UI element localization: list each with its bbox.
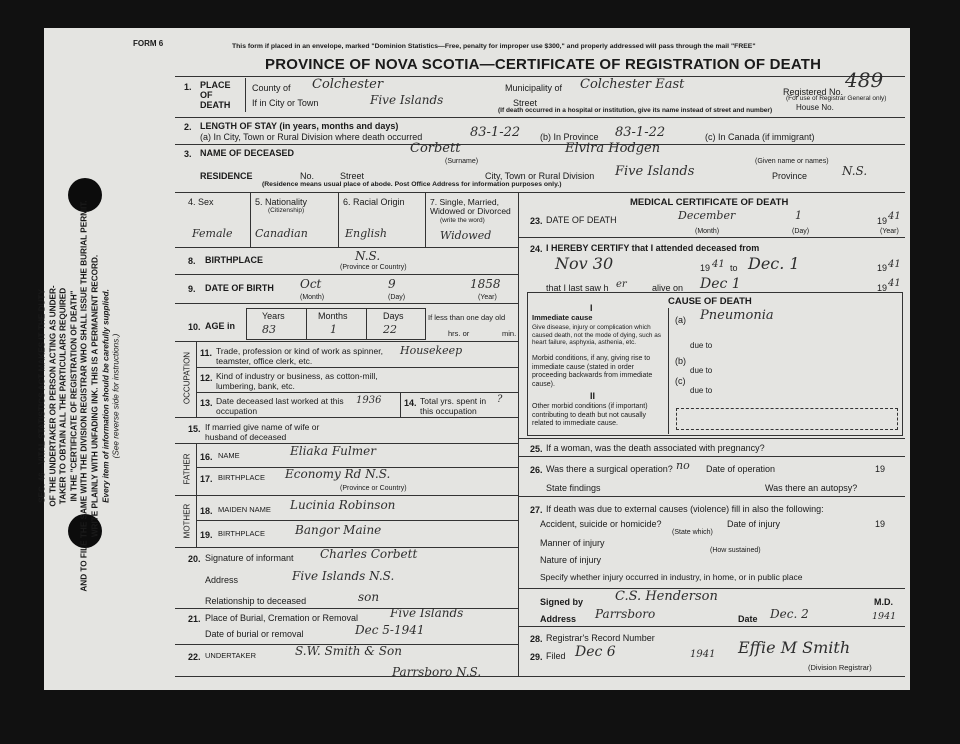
length-of-stay-label: LENGTH OF STAY (in years, months and days) — [200, 121, 399, 131]
birth-day: 9 — [388, 277, 396, 291]
alive-year-prefix: 19 — [877, 283, 888, 293]
residence-division-label: City, Town or Rural Division — [485, 171, 595, 181]
other-conditions-field — [676, 408, 898, 430]
informant-name: Charles Corbett — [320, 547, 418, 561]
medical-certificate-title: MEDICAL CERTIFICATE OF DEATH — [630, 197, 789, 208]
birthplace-value: N.S. — [355, 249, 381, 263]
divider — [175, 303, 518, 304]
divider — [400, 392, 401, 417]
manner-label: Manner of injury — [540, 538, 605, 548]
registered-number: 489 — [845, 68, 884, 92]
racial-origin-label: 6. Racial Origin — [343, 197, 405, 207]
mother-birthplace-label: BIRTHPLACE — [218, 529, 265, 538]
divider — [196, 341, 197, 417]
filed-year: 1941 — [690, 649, 716, 660]
divider — [196, 392, 518, 393]
registered-label: Registered No. — [783, 87, 844, 97]
divider — [518, 496, 905, 497]
divider — [425, 192, 426, 247]
death-month-caption: (Month) — [695, 228, 720, 235]
death-month: December — [678, 209, 736, 222]
mother-birthplace: Bangor Maine — [295, 523, 382, 537]
due-to-3: due to — [690, 386, 713, 395]
form-number: FORM 6 — [133, 39, 164, 48]
mother-maiden-name: Lucinia Robinson — [290, 498, 396, 512]
registrar-signature: Effie M Smith — [738, 638, 851, 657]
operation-date-label: Date of operation — [706, 464, 776, 474]
alive-on-label: alive on — [652, 283, 684, 293]
injury-year-prefix: 19 — [875, 519, 886, 529]
residence-province-label: Province — [772, 171, 808, 181]
days-label: Days — [383, 311, 404, 321]
physician-address-label: Address — [540, 614, 577, 624]
divider — [518, 456, 905, 457]
age-months: 1 — [330, 323, 337, 336]
stay-province-value: 83-1-22 — [615, 125, 666, 140]
father-birthplace-caption: (Province or Country) — [340, 485, 407, 492]
attended-label: I HEREBY CERTIFY that I attended deceased from — [546, 243, 760, 253]
minutes-label: min. — [502, 329, 517, 338]
section-ii: II — [590, 391, 596, 401]
stay-division-label: (a) In City, Town or Rural Division where death occurred — [200, 132, 423, 142]
divider — [245, 78, 246, 112]
alive-year: 41 — [888, 278, 901, 289]
divider — [175, 608, 518, 609]
divider — [366, 308, 367, 339]
residence-street-label: Street — [340, 171, 365, 181]
residence-note: (Residence means usual place of abode. Post Office Address for information purposes only.) — [262, 181, 562, 188]
months-label: Months — [318, 311, 348, 321]
divider — [175, 341, 518, 342]
general-use-note: (For use of Registrar General only) — [786, 95, 887, 102]
father-birthplace: Economy Rd N.S. — [285, 467, 391, 481]
hospital-note: (If death occurred in a hospital or institution, give its name instead of street and number) — [498, 107, 773, 114]
to-year-prefix: 19 — [877, 263, 888, 273]
divider — [196, 520, 518, 521]
divider — [196, 367, 518, 368]
mail-notice: This form if placed in an envelope, marked "Dominion Statistics—Free, penalty for improper use $300," and properly addressed will pass through the mail "FREE" — [232, 43, 756, 50]
divider — [250, 192, 251, 247]
last-saw-label: that I last saw h — [546, 283, 609, 293]
burial-date: Dec 5-1941 — [355, 623, 425, 637]
signed-date-label: Date — [738, 614, 758, 624]
divider — [175, 676, 905, 677]
cause-of-death-title: CAUSE OF DEATH — [668, 296, 752, 307]
deceased-surname: Corbett — [410, 141, 461, 156]
sec-46-notice: SEC. 46—VITAL STATISTICS ACT MAKES IT THE DUTY OF THE UNDERTAKER OR PERSON ACTING AS UNDER- TAKER TO OBTAIN ALL THE PARTICULARS REQUIRED IN THE "CERTIFICATE OF REGISTRATION OF DEATH" AND TO FILE THE SAME WITH THE DIVISION REGISTRAR WHO SHALL ISSUE THE BURIAL PERMIT. WRITE PLAINLY WITH UNFADING INK. THIS IS A PERMANENT RECORD. Every item of information should be carefully supplied. (See reverse side for instructions.) — [37, 200, 121, 592]
attended-to: Dec. 1 — [748, 254, 800, 273]
physician-signature: C.S. Henderson — [615, 589, 718, 604]
physician-address: Parrsboro — [595, 607, 656, 621]
industry-label: Kind of industry or business, as cotton-mill, lumbering, bank, etc. — [216, 371, 378, 391]
informant-address: Five Islands N.S. — [292, 569, 395, 583]
residence-division-value: Five Islands — [615, 164, 695, 179]
surgical-operation-label: Was there a surgical operation? — [546, 464, 673, 474]
accident-label: Accident, suicide or homicide? — [540, 519, 662, 529]
total-years-value: ? — [497, 394, 503, 405]
death-year-prefix: 19 — [877, 216, 888, 226]
deceased-given-names: Elvira Hodgen — [565, 141, 661, 156]
divider — [518, 237, 905, 238]
city-label: If in City or Town — [252, 98, 319, 108]
informant-address-label: Address — [205, 575, 239, 585]
less-than-day-label: If less than one day old — [428, 313, 506, 322]
immediate-cause-label: Immediate cause — [532, 313, 593, 322]
death-year-caption: (Year) — [880, 228, 899, 235]
nationality-caption: (Citizenship) — [268, 207, 305, 214]
registrar-caption: (Division Registrar) — [808, 663, 872, 672]
other-conditions-label: Other morbid conditions (if important) contributing to death but not causally related to immediate cause. — [532, 403, 648, 428]
birthplace-label: BIRTHPLACE — [205, 255, 263, 265]
age-years: 83 — [262, 323, 276, 336]
divider — [338, 192, 339, 247]
occupation-side-label: OCCUPATION — [182, 351, 192, 405]
street-label: Street — [513, 98, 538, 108]
marital-value: Widowed — [440, 229, 492, 242]
divider — [175, 192, 905, 193]
divider — [175, 76, 905, 77]
father-name-label: NAME — [218, 451, 240, 460]
county-value: Colchester — [312, 77, 384, 92]
divider — [306, 308, 307, 339]
county-label: County of — [252, 83, 291, 93]
record-number-label: Registrar's Record Number — [546, 633, 655, 643]
due-to-2: due to — [690, 366, 713, 375]
nationality-value: Canadian — [255, 227, 308, 240]
divider — [175, 417, 518, 418]
burial-date-label: Date of burial or removal — [205, 629, 304, 639]
trade-value: Housekeep — [400, 344, 463, 357]
undertaker-name: S.W. Smith & Son — [295, 644, 402, 658]
informant-label: Signature of informant — [205, 553, 294, 563]
age-days: 22 — [383, 323, 397, 336]
birth-month: Oct — [300, 277, 322, 291]
burial-place-label: Place of Burial, Cremation or Removal — [205, 613, 359, 623]
racial-origin-value: English — [345, 227, 387, 240]
year-caption: (Year) — [478, 294, 497, 301]
divider — [175, 117, 905, 118]
marital-label: 7. Single, Married, Widowed or Divorced — [430, 197, 511, 216]
cause-a-label: (a) — [675, 315, 686, 325]
attended-from: Nov 30 — [555, 254, 614, 273]
municipality-label: Municipality of — [505, 83, 563, 93]
place-of-death-label: PLACE OF DEATH — [200, 80, 231, 110]
sex-label: 4. Sex — [188, 197, 214, 207]
hours-label: hrs. or — [448, 329, 470, 338]
marital-caption: (write the word) — [440, 217, 485, 224]
alive-on-value: Dec 1 — [700, 276, 741, 292]
last-worked-label: Date deceased last worked at this occupation — [216, 396, 344, 416]
column-divider — [518, 192, 519, 676]
immediate-cause-value: Pneumonia — [700, 308, 774, 323]
day-caption: (Day) — [388, 294, 406, 301]
certificate-title: PROVINCE OF NOVA SCOTIA—CERTIFICATE OF REGISTRATION OF DEATH — [265, 56, 822, 73]
undertaker-label: UNDERTAKER — [205, 651, 256, 660]
from-year-prefix: 19 — [700, 263, 711, 273]
signed-by-label: Signed by — [540, 597, 584, 607]
city-value: Five Islands — [370, 93, 444, 107]
divider — [196, 495, 197, 547]
filed-date: Dec 6 — [575, 644, 616, 660]
attended-from-year: 41 — [712, 259, 725, 270]
death-year: 41 — [888, 211, 901, 222]
father-side-label: FATHER — [182, 453, 192, 485]
divider — [175, 144, 905, 145]
residence-province-value: N.S. — [842, 164, 868, 178]
to-label: to — [730, 263, 738, 273]
manner-caption: (How sustained) — [710, 547, 761, 554]
trade-label: Trade, profession or kind of work as spinner, teamster, office clerk, etc. — [216, 346, 383, 366]
divider — [196, 443, 197, 495]
immediate-cause-desc: Give disease, injury or complication which caused death, not the mode of dying, such as heart failure, asphyxia, asthenia, etc. — [532, 324, 661, 347]
divider — [175, 247, 518, 248]
undertaker-address: Parrsboro N.S. — [392, 665, 482, 679]
surname-caption: (Surname) — [445, 158, 479, 165]
date-of-death-label: DATE OF DEATH — [546, 215, 617, 225]
residence-label: RESIDENCE — [200, 171, 253, 181]
nature-label: Nature of injury — [540, 555, 602, 565]
injury-date-label: Date of injury — [727, 519, 781, 529]
cause-c-label: (c) — [675, 376, 686, 386]
father-name: Eliaka Fulmer — [290, 444, 376, 458]
due-to-1: due to — [690, 341, 713, 350]
cause-b-label: (b) — [675, 356, 686, 366]
signed-date: Dec. 2 — [770, 607, 809, 621]
birth-year: 1858 — [470, 277, 501, 291]
accident-caption: (State which) — [672, 529, 713, 536]
stay-canada-label: (c) In Canada (if immigrant) — [705, 132, 815, 142]
operation-year-prefix: 19 — [875, 464, 886, 474]
findings-label: State findings — [546, 483, 601, 493]
pregnancy-label: If a woman, was the death associated with pregnancy? — [546, 443, 765, 453]
birthplace-caption: (Province or Country) — [340, 264, 407, 271]
month-caption: (Month) — [300, 294, 325, 301]
divider — [175, 495, 518, 496]
autopsy-label: Was there an autopsy? — [765, 483, 858, 493]
mother-maiden-label: MAIDEN NAME — [218, 505, 271, 514]
death-day-caption: (Day) — [792, 228, 810, 235]
age-label: AGE in — [205, 321, 236, 331]
signed-year: 1941 — [872, 611, 897, 622]
divider — [518, 626, 905, 627]
burial-place: Five Islands — [390, 606, 464, 620]
residence-no-label: No. — [300, 171, 315, 181]
surgical-operation-value: no — [676, 459, 690, 472]
spouse-label: If married give name of wife or husband of deceased — [205, 422, 320, 442]
last-worked-value: 1936 — [356, 395, 382, 406]
divider — [175, 274, 518, 275]
md-label: M.D. — [874, 597, 893, 607]
stay-province-label: (b) In Province — [540, 132, 599, 142]
nationality-label: 5. Nationality — [255, 197, 308, 207]
years-label: Years — [262, 311, 285, 321]
filed-label: Filed — [546, 651, 566, 661]
father-birthplace-label: BIRTHPLACE — [218, 473, 265, 482]
relationship-label: Relationship to deceased — [205, 596, 307, 606]
death-day: 1 — [795, 209, 802, 222]
name-of-deceased-label: NAME OF DECEASED — [200, 148, 295, 158]
attended-to-year: 41 — [888, 259, 901, 270]
stay-division-value: 83-1-22 — [470, 125, 521, 140]
given-caption: (Given name or names) — [755, 158, 829, 165]
injury-place-label: Specify whether injury occurred in industry, in home, or in public place — [540, 572, 803, 582]
house-label: House No. — [796, 103, 834, 112]
morbid-conditions-label: Morbid conditions, if any, giving rise to immediate cause (stated in order proceeding backwards from immediate cause). — [532, 355, 653, 388]
total-years-label: Total yrs. spent in this occupation — [420, 396, 487, 416]
last-saw-value: er — [616, 279, 627, 290]
mother-side-label: MOTHER — [182, 503, 192, 539]
sex-value: Female — [192, 227, 233, 240]
divider — [518, 438, 905, 439]
section-i: I — [590, 303, 593, 313]
divider — [668, 308, 669, 434]
date-of-birth-label: DATE OF BIRTH — [205, 283, 274, 293]
municipality-value: Colchester East — [580, 77, 685, 92]
external-causes-label: If death was due to external causes (violence) fill in also the following: — [546, 504, 824, 514]
relationship-value: son — [358, 590, 380, 604]
